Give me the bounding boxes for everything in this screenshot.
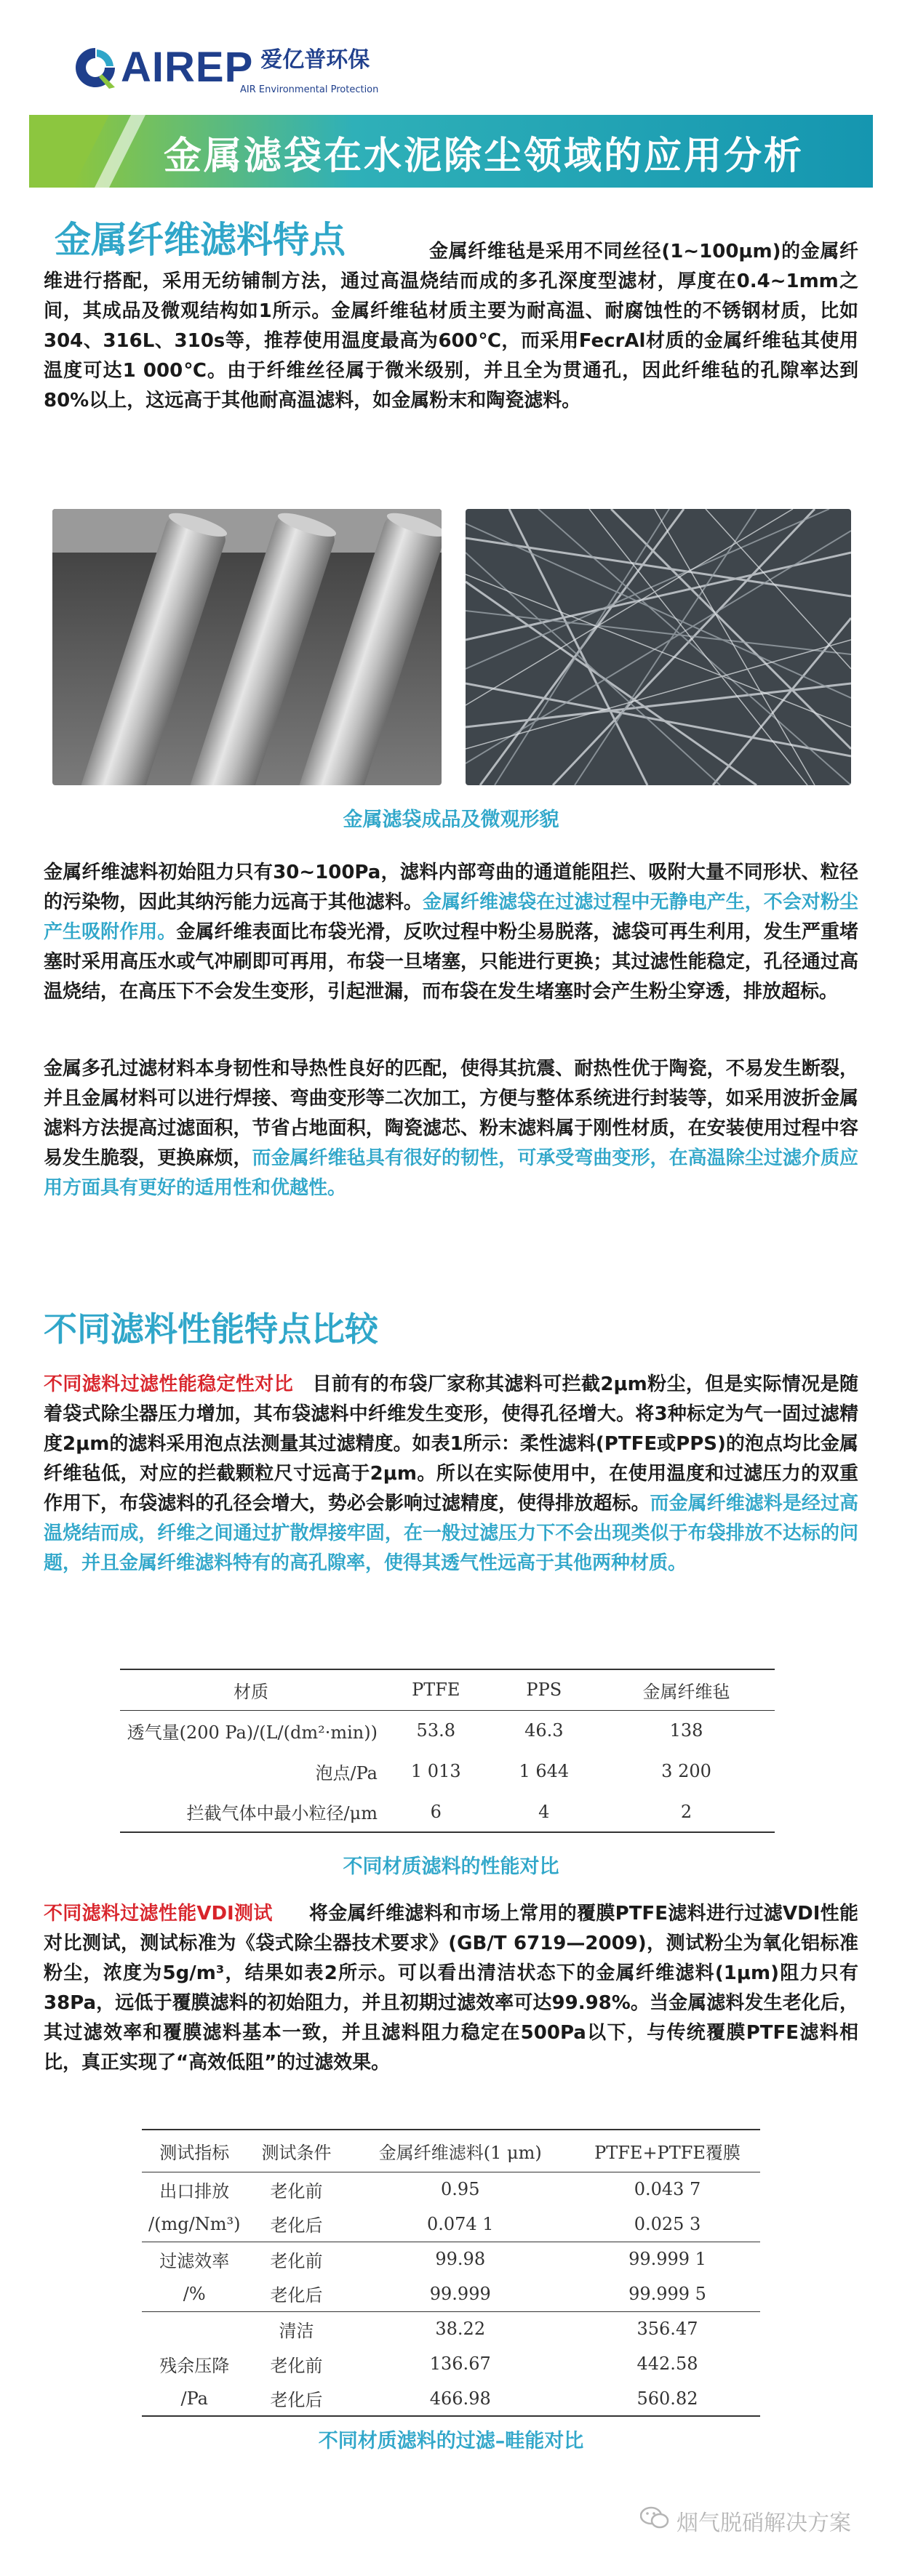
table2-caption: 不同材质滤料的过滤–畦能对比: [318, 2430, 584, 2452]
table2-cell: 老化后: [270, 2390, 323, 2410]
photo-caption: 金属滤袋成品及微观形貌: [343, 808, 559, 831]
table2-cell: 442.58: [636, 2354, 698, 2374]
table-row: [120, 1751, 775, 1791]
table2-header: PTFE+PTFE覆膜: [594, 2142, 741, 2163]
table1-cell: 2: [680, 1801, 693, 1822]
para2-text-continued: 金属纤维表面比布袋光滑，反吹过程中粉尘易脱落，滤袋可再生利用，发生严重堵塞时采用高压水或气冲刷即可再用，布袋一旦堵塞，只能进行更换；其过滤性能稳定，孔径通过高温烧结，在高压下不会发生变形，引起泄漏，而布袋在发生堵塞时会产生粉尘穿透，排放超标。: [44, 921, 858, 1003]
table1-header: PPS: [526, 1680, 562, 1701]
table2-group-label: 残余压降: [159, 2355, 230, 2376]
table1-header: PTFE: [412, 1680, 460, 1701]
table1-cell: 46.3: [524, 1720, 564, 1741]
vdi-paragraph: [44, 1899, 858, 2078]
table1-caption: 不同材质滤料的性能对比: [343, 1855, 559, 1878]
table1-cell: 6: [430, 1801, 442, 1822]
table2-cell: 466.98: [429, 2388, 491, 2409]
table1-cell: 138: [669, 1720, 703, 1741]
table2-cell: 老化前: [270, 2180, 323, 2202]
table-row: [142, 2346, 760, 2381]
table2-cell: 136.67: [429, 2354, 491, 2374]
company-logo: [73, 42, 379, 95]
footer-watermark: [640, 2505, 851, 2537]
para2-highlight: 金属纤维滤袋在过滤过程中无静电产生，不会对粉尘产生吸附作用。: [44, 891, 858, 943]
filter-bags-photo: [52, 509, 442, 785]
vdi-subheading: 不同滤料过滤性能VDI测试: [44, 1903, 273, 1925]
fiber-toughness-paragraph: [44, 1054, 858, 1203]
table2-cell: 0.074 1: [426, 2213, 494, 2234]
stability-highlight: 而金属纤维滤料是经过高温烧结而成，纤维之间通过扩散焊接牢固，在一般过滤压力下不会出现类似于布袋排放不达标的问题，并且金属纤维滤料特有的高孔隙率，使得其透气性远高于其他两种材质。: [44, 1493, 858, 1574]
table1-cell: 4: [538, 1801, 550, 1822]
para2-text: 金属纤维滤料初始阻力只有30~100Pa，滤料内部弯曲的通道能阻拦、吸附大量不同形状、粒径的污染物，因此其纳污能力远高于其他滤料。: [44, 862, 858, 913]
section-heading-comparison: 不同滤料性能特点比较: [44, 1309, 378, 1349]
table2-cell: 老化后: [270, 2285, 323, 2306]
stability-subheading: 不同滤料过滤性能稳定性对比: [44, 1373, 294, 1395]
table2-cell: 清洁: [279, 2320, 314, 2341]
table2-cell: 38.22: [435, 2319, 486, 2340]
table-row: [142, 2276, 760, 2311]
page-title: 金属滤袋在水泥除尘领域的应用分析: [163, 134, 804, 178]
para3-highlight: 而金属纤维毡具有很好的韧性，可承受弯曲变形，在高温除尘过滤介质应用方面具有更好的适用性和优越性。: [44, 1147, 858, 1199]
table1-cell: 透气量(200 Pa)/(L/(dm²·min)): [127, 1722, 378, 1743]
stability-text: 目前有的布袋厂家称其滤料可拦截2μm粉尘，但是实际情况是随着袋式除尘器压力增加，其布袋滤料中纤维发生变形，使得孔径增大。将3种标定为气一固过滤精度2μm的滤料采用泡点法测量其过滤精度。如表1所示：柔性滤料(PTFE或PPS)的泡点均比金属纤维毡低，对应的拦截颗粒尺寸远高于2μm。所以在实际使用中，在使用温度和过滤压力的双重作用下，布袋滤料的孔径会增大，势必会影响过滤精度，使得排放超标。: [44, 1373, 858, 1514]
microstructure-photo: [466, 509, 851, 785]
section-heading-fiber-features: 金属纤维滤料特点: [55, 219, 346, 261]
table2-group-label: 出口排放: [159, 2180, 230, 2202]
table2-cell: 560.82: [636, 2388, 698, 2409]
brand-name-en: AIR Environmental Protection: [240, 84, 379, 95]
table-row: [142, 2207, 760, 2242]
table-row: [142, 2311, 760, 2346]
table1-cell: 1 013: [410, 1761, 461, 1781]
table-row: [142, 2381, 760, 2416]
table2-cell: 老化前: [270, 2355, 323, 2376]
stability-paragraph: [44, 1370, 858, 1578]
wechat-icon: [640, 2505, 669, 2536]
table2-group-unit: /Pa: [180, 2388, 208, 2409]
watermark-text: 烟气脱硝解决方案: [676, 2511, 851, 2536]
table2-header: 测试指标: [159, 2142, 230, 2163]
brand-name: AIREP: [121, 44, 254, 91]
vdi-text: 将金属纤维滤料和市场上常用的覆膜PTFE滤料进行过滤VDI性能对比测试，测试标准为《袋式除尘器技术要求》(GB/T 6719—2009)，测试粉尘为氧化铝标准粉尘，浓度为5g/m³，结果如表2所示。可以看出清洁状态下的金属纤维滤料(1μm)阻力只有38Pa，远低于覆膜滤料的初始阻力，并且初期过滤效率可达99.98%。当金属滤料发生老化后，其过滤效率和覆膜滤料基本一致，并且滤料阻力稳定在500Pa以下，与传统覆膜PTFE滤料相比，真正实现了“高效低阻”的过滤效果。: [44, 1903, 858, 2074]
table-row: [120, 1710, 775, 1751]
table1-cell: 泡点/Pa: [315, 1762, 378, 1783]
table-row: [142, 2242, 760, 2276]
table1-cell: 1 644: [519, 1761, 570, 1781]
logo-mark-icon: [73, 45, 118, 90]
table2-cell: 0.043 7: [634, 2179, 701, 2200]
brand-name-cn: 爱亿普环保: [260, 47, 370, 73]
table2-header: 金属纤维滤料(1 μm): [378, 2142, 542, 2163]
table2-group-unit: /%: [183, 2283, 206, 2304]
table2-group-unit: /(mg/Nm³): [148, 2213, 241, 2234]
para3-text: 金属多孔过滤材料本身韧性和导热性良好的匹配，使得其抗震、耐热性优于陶瓷，不易发生断裂，并且金属材料可以进行焊接、弯曲变形等二次加工，方便与整体系统进行封装等，如采用波折金属滤料方法提高过滤面积，节省占地面积，陶瓷滤芯、粉末滤料属于刚性材质，在安装使用过程中容易发生脆裂，更换麻烦，: [44, 1058, 858, 1169]
table2-cell: 99.999 1: [628, 2249, 706, 2270]
table-material-performance: [120, 1669, 775, 1833]
fiber-intro-paragraph: 金属纤维毡是采用不同丝径(1~100μm)的金属纤维进行搭配，采用无纺铺制方法，通过高温烧结而成的多孔深度型滤材，厚度在0.4~1mm之间，其成品及微观结构如1所示。金属纤维毡材质主要为耐高温、耐腐蚀性的不锈钢材质，比如304、316L、310s等，推荐使用温度最高为600℃，而采用FecrAl材质的金属纤维毡其使用温度可达1 000℃。由于纤维丝径属于微米级别，并且全为贯通孔，因此纤维毡的孔隙率达到80%以上，这远高于其他耐高温滤料，如金属粉末和陶瓷滤料。: [44, 241, 858, 412]
table2-cell: 老化后: [270, 2215, 323, 2236]
table1-cell: 拦截气体中最小粒径/μm: [186, 1803, 378, 1823]
table1-header: 材质: [234, 1681, 268, 1702]
table-row: [120, 1791, 775, 1832]
table2-cell: 99.98: [435, 2249, 486, 2270]
table2-cell: 356.47: [636, 2319, 698, 2340]
table2-group-label: 过滤效率: [159, 2250, 230, 2271]
table1-header: 金属纤维毡: [642, 1681, 730, 1702]
table2-cell: 老化前: [270, 2250, 323, 2271]
table1-cell: 3 200: [661, 1761, 711, 1781]
table2-cell: 99.999 5: [628, 2283, 706, 2304]
table2-cell: 0.95: [441, 2179, 480, 2200]
table-vdi-results: [142, 2129, 760, 2417]
table-row: [142, 2172, 760, 2207]
table1-cell: 53.8: [416, 1720, 455, 1741]
table2-cell: 99.999: [429, 2283, 491, 2304]
table2-cell: 0.025 3: [634, 2213, 701, 2234]
fiber-performance-paragraph: [44, 858, 858, 1007]
table2-header: 测试条件: [261, 2142, 332, 2163]
